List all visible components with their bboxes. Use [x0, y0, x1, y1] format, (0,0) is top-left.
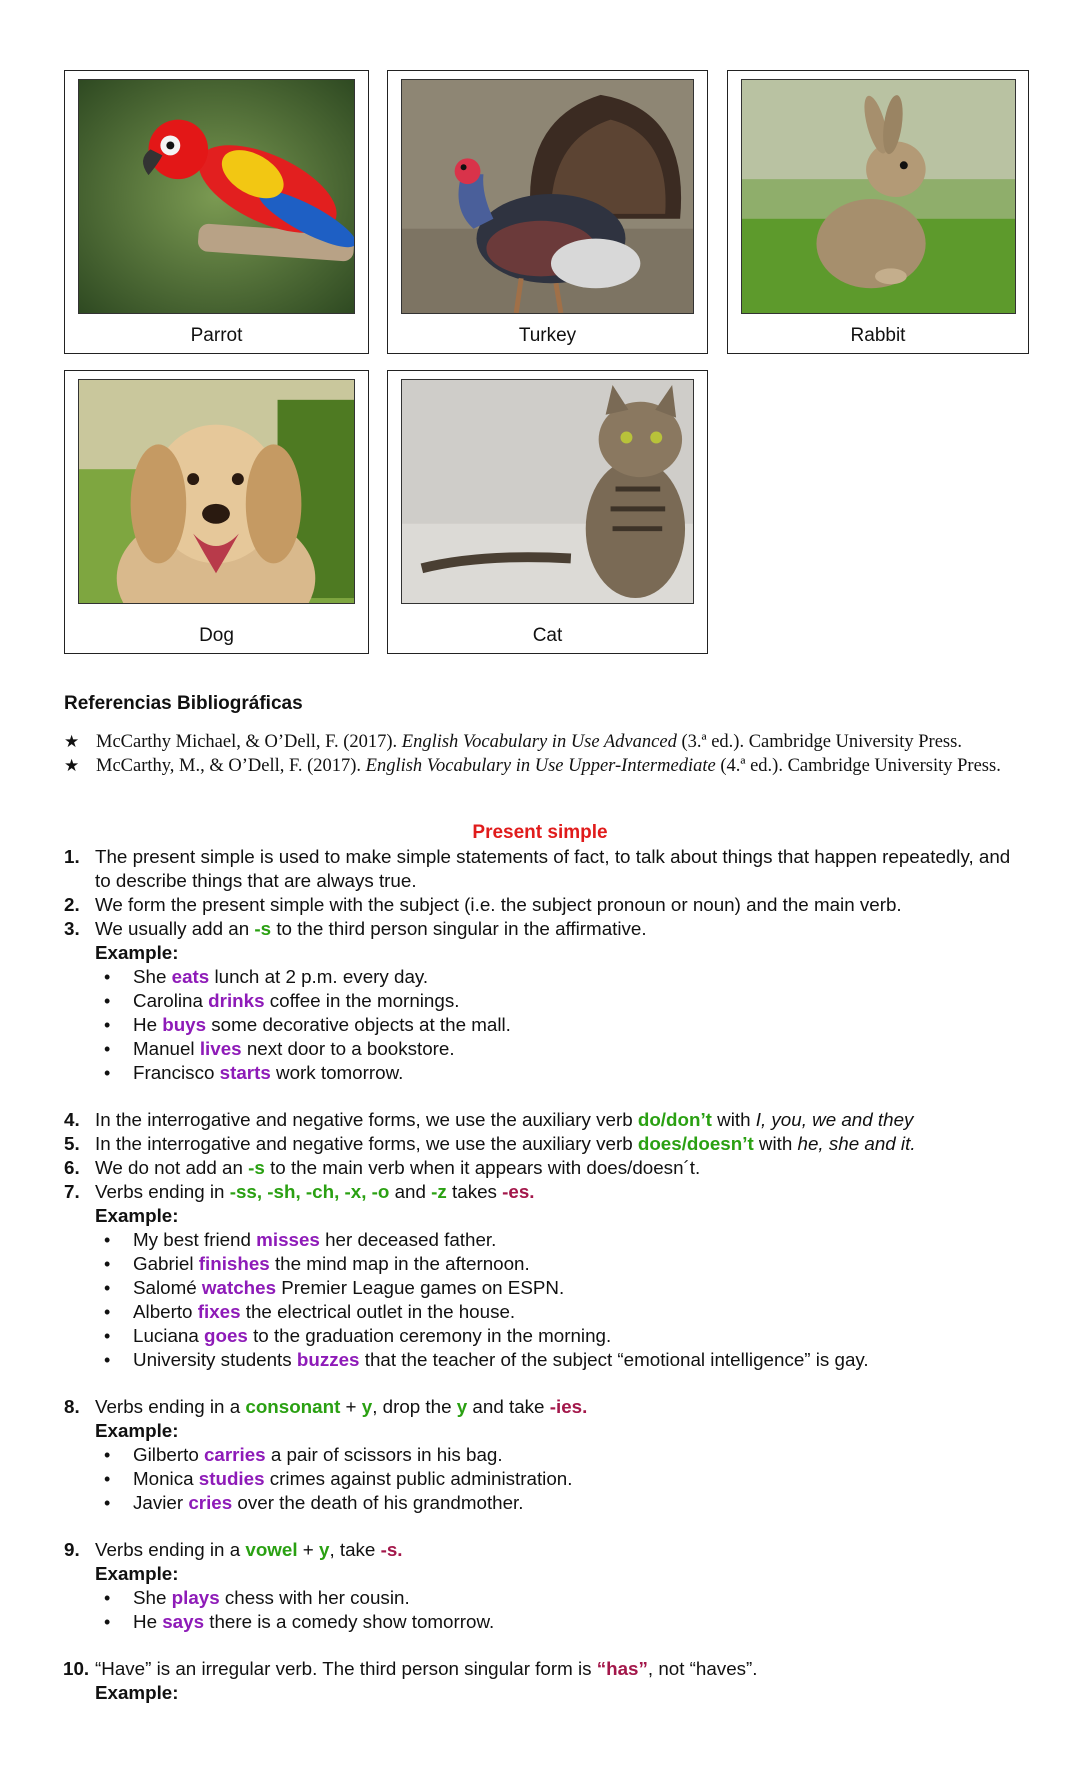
- list-item: • University students buzzes that the teacher of the subject “emotional intelligence” is gay.: [95, 1348, 1024, 1372]
- list-item: • She eats lunch at 2 p.m. every day.: [95, 965, 1024, 989]
- references-list: [64, 730, 1024, 778]
- animal-caption: Dog: [199, 625, 234, 646]
- rule-item: 4. In the interrogative and negative forms, we use the auxiliary verb do/don’t with I, you, we and they: [64, 1109, 914, 1130]
- rule-item: 10. “Have” is an irregular verb. The third person singular form is “has”, not “haves”.: [63, 1658, 758, 1679]
- rule-item: 1. The present simple is used to make simple statements of fact, to talk about things that happen repeatedly, and to describe things that are always true.: [64, 846, 1011, 891]
- example-label: Example:: [95, 942, 179, 963]
- list-item: • Monica studies crimes against public administration.: [95, 1467, 1024, 1491]
- example-list: [64, 1586, 1024, 1634]
- turkey-photo: [401, 79, 694, 314]
- rule-item: 6. We do not add an -s to the main verb when it appears with does/doesn´t.: [64, 1157, 701, 1178]
- example-list: [64, 965, 1024, 1085]
- section-title: Present simple: [472, 822, 608, 843]
- dog-photo: [78, 379, 355, 604]
- references-heading: Referencias Bibliográficas: [64, 693, 303, 714]
- list-item: • Manuel lives next door to a bookstore.: [95, 1037, 1024, 1061]
- list-item: • My best friend misses her deceased father.: [95, 1228, 1024, 1252]
- list-item: • He buys some decorative objects at the mall.: [95, 1013, 1024, 1037]
- rule-item: 3. We usually add an -s to the third person singular in the affirmative.: [64, 918, 647, 939]
- example-label: Example:: [95, 1682, 179, 1703]
- animal-card-parrot: [64, 70, 369, 354]
- list-item: • Francisco starts work tomorrow.: [95, 1061, 1024, 1085]
- animal-card-rabbit: [727, 70, 1029, 354]
- rule-item: 9. Verbs ending in a vowel + y, take -s.: [64, 1539, 403, 1560]
- animal-caption: Turkey: [518, 325, 577, 346]
- example-label: Example:: [95, 1420, 179, 1441]
- example-label: Example:: [95, 1563, 179, 1584]
- list-item: • Gabriel finishes the mind map in the afternoon.: [95, 1252, 1024, 1276]
- example-label: Example:: [95, 1205, 179, 1226]
- cat-photo: [401, 379, 694, 604]
- example-list: [64, 1228, 1024, 1372]
- list-item: • Carolina drinks coffee in the mornings.: [95, 989, 1024, 1013]
- star-icon: ★: [64, 732, 80, 752]
- animal-caption: Parrot: [190, 325, 243, 346]
- animal-caption: Cat: [532, 625, 563, 646]
- list-item: • Gilberto carries a pair of scissors in his bag.: [95, 1443, 1024, 1467]
- rule-item: 5. In the interrogative and negative forms, we use the auxiliary verb does/doesn’t with he, she and it.: [64, 1133, 916, 1154]
- animal-card-cat: [387, 370, 708, 654]
- list-item: • He says there is a comedy show tomorrow.: [95, 1610, 1024, 1634]
- list-item: • Salomé watches Premier League games on ESPN.: [95, 1276, 1024, 1300]
- list-item: • Javier cries over the death of his grandmother.: [95, 1491, 1024, 1515]
- reference-item: ★ McCarthy, M., & O’Dell, F. (2017). English Vocabulary in Use Upper-Intermediate (4.ª ed.). Cambridge University Press.: [64, 756, 1001, 776]
- rabbit-photo: [741, 79, 1016, 314]
- present-simple-rules: [64, 845, 1024, 1705]
- rule-item: 2. We form the present simple with the subject (i.e. the subject pronoun or noun) and the main verb.: [64, 894, 902, 915]
- rule-item: 8. Verbs ending in a consonant + y, drop the y and take -ies.: [64, 1396, 588, 1417]
- star-icon: ★: [64, 756, 80, 776]
- list-item: • She plays chess with her cousin.: [95, 1586, 1024, 1610]
- animal-card-turkey: [387, 70, 708, 354]
- list-item: • Alberto fixes the electrical outlet in the house.: [95, 1300, 1024, 1324]
- example-list: [64, 1443, 1024, 1515]
- reference-item: ★ McCarthy Michael, & O’Dell, F. (2017). English Vocabulary in Use Advanced (3.ª ed.). Cambridge University Press.: [64, 732, 962, 752]
- list-item: • Luciana goes to the graduation ceremony in the morning.: [95, 1324, 1024, 1348]
- parrot-photo: [78, 79, 355, 314]
- animal-caption: Rabbit: [850, 325, 906, 346]
- rule-item: 7. Verbs ending in -ss, -sh, -ch, -x, -o and -z takes -es.: [64, 1181, 535, 1202]
- animal-card-dog: [64, 370, 369, 654]
